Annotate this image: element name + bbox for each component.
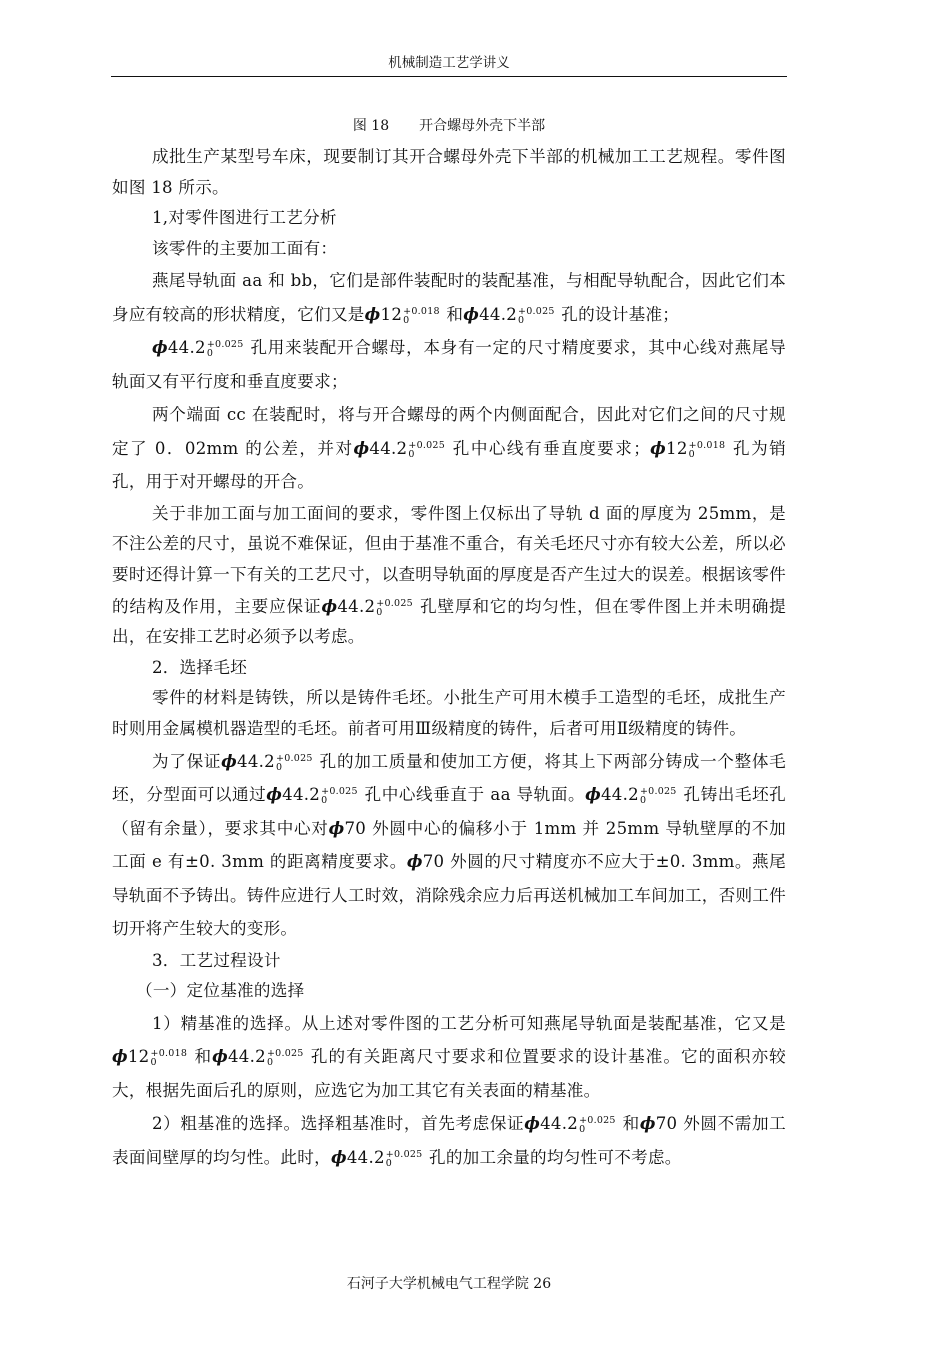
text: 该零件的主要加工面有： (152, 238, 338, 258)
text: 3．工艺过程设计 (152, 950, 281, 970)
footer-text: 石河子大学机械电气工程学院 26 (346, 1276, 552, 1292)
phi44-tolerance: ϕ44.2 +0.025 0 (330, 1146, 423, 1169)
text: 孔的加工质量和使加工方便，将其上下两部分铸成一个整体毛坯，分型面可以通过 (112, 751, 787, 805)
paragraph (112, 264, 786, 331)
paragraph (112, 142, 786, 203)
text: 孔的有关距离尺寸要求和位置要求的设计基准。它的面积亦较大，根据先面后孔的原则，应选它为加工其它有关表面的精基准。 (112, 1047, 786, 1100)
figure-caption (111, 116, 787, 136)
phi44-tolerance: ϕ44.2 +0.025 0 (221, 750, 313, 773)
text: 和 (194, 1047, 213, 1067)
text: 2）粗基准的选择。选择粗基准时，首先考虑保证 (152, 1114, 525, 1134)
text: 1）精基准的选择。从上述对零件图的工艺分析可知燕尾导轨面是装配基准，它又是 (152, 1013, 786, 1033)
phi12-tolerance: ϕ12 +0.018 0 (364, 303, 440, 326)
phi44-tolerance: ϕ44.2 +0.025 0 (152, 337, 244, 360)
paragraph (112, 745, 786, 946)
section-heading (112, 653, 786, 684)
document-body (112, 142, 786, 1174)
text: 外圆不需加工表面间壁厚的均匀性。此时， (112, 1114, 786, 1167)
page-footer (111, 1275, 787, 1293)
text: 孔的加工余量的均匀性可不考虑。 (429, 1147, 682, 1167)
section-heading (112, 976, 786, 1007)
paragraph (112, 398, 786, 499)
text: 关于非加工面与加工面间的要求，零件图上仅标出了导轨 d 面的厚度为 25mm，是不注公差的尺寸，虽说不难保证，但由于基准不重合，有关毛坯尺寸亦有较大公差，所以必要时还得计算一下有关的工艺尺寸，以查明导轨面的厚度是否产生过大的误差。根据该零件的结构及作用，主要应保证 (112, 503, 786, 616)
phi44-tolerance: ϕ44.2 +0.025 0 (353, 437, 446, 460)
text: 和 (446, 304, 464, 324)
page-header (111, 54, 787, 72)
phi70-dimension: ϕ70 (328, 817, 367, 838)
figure-title: 开合螺母外壳下半部 (419, 118, 546, 134)
paragraph (112, 1007, 786, 1108)
section-heading (112, 203, 786, 234)
paragraph (112, 1107, 786, 1174)
phi12-tolerance: ϕ12 +0.018 0 (112, 1046, 188, 1069)
paragraph (112, 331, 786, 398)
text: 燕尾导轨面 aa 和 bb，它们是部件装配时的装配基准，与相配导轨配合，因此它们本身应有较高的形状精度，它们又是 (112, 271, 786, 324)
header-title: 机械制造工艺学讲义 (388, 55, 510, 71)
text: 孔铸出毛坯孔（留有余量），要求其中心对 (112, 785, 786, 838)
text: 外圆中心的偏移小于 1mm 并 25mm 导轨壁厚的不加工面 e 有±0. 3mm 的距离精度要求。 (112, 818, 786, 872)
phi44-tolerance: ϕ44.2 +0.025 0 (212, 1046, 304, 1069)
text: 孔为销孔，用于对开螺母的开合。 (112, 438, 786, 492)
text: 零件的材料是铸铁，所以是铸件毛坯。小批生产可用木模手工造型的毛坯，成批生产时则用金属模机器造型的毛坯。前者可用Ⅲ级精度的铸件，后者可用Ⅱ级精度的铸件。 (112, 688, 786, 739)
phi44-tolerance: ϕ44.2 +0.025 0 (321, 595, 413, 618)
text: 和 (622, 1114, 640, 1134)
phi44-tolerance: ϕ44.2 +0.025 0 (266, 784, 358, 807)
text: 成批生产某型号车床，现要制订其开合螺母外壳下半部的机械加工工艺规程。零件图如图 18 所示。 (112, 147, 786, 197)
phi70-dimension: ϕ70 (406, 851, 445, 872)
phi12-tolerance: ϕ12 +0.018 0 (650, 437, 726, 460)
text: 孔中心线有垂直度要求； (452, 438, 651, 458)
paragraph (112, 683, 786, 744)
text: 孔的设计基准； (561, 304, 680, 324)
text: 孔壁厚和它的均匀性，但在零件图上并未明确提出，在安排工艺时必须予以考虑。 (112, 596, 787, 647)
text: 孔用来装配开合螺母，本身有一定的尺寸精度要求，其中心线对燕尾导轨面又有平行度和垂直度要求； (112, 338, 787, 391)
phi44-tolerance: ϕ44.2 +0.025 0 (524, 1113, 616, 1136)
phi70-dimension: ϕ70 (639, 1113, 678, 1134)
paragraph (112, 499, 786, 653)
section-heading (112, 946, 786, 977)
phi44-tolerance: ϕ44.2 +0.025 0 (585, 784, 677, 807)
header-rule (111, 76, 787, 77)
text: 1,对零件图进行工艺分析 (152, 208, 337, 228)
text: 孔中心线垂直于 aa 导轨面。 (364, 785, 586, 805)
paragraph (112, 234, 786, 265)
text: 两个端面 cc 在装配时，将与开合螺母的两个内侧面配合，因此对它们之间的尺寸规定了 0．02mm 的公差，并对 (112, 405, 786, 458)
text: 为了保证 (152, 751, 222, 771)
text: 外圆的尺寸精度亦不应大于±0. 3mm。燕尾导轨面不予铸出。铸件应进行人工时效，消除残余应力后再送机械加工车间加工，否则工件切开将产生较大的变形。 (112, 852, 786, 939)
figure-label: 图 18 (352, 118, 390, 134)
text: （一）定位基准的选择 (136, 981, 305, 1001)
text: 2．选择毛坯 (152, 657, 248, 677)
phi44-tolerance: ϕ44.2 +0.025 0 (463, 303, 555, 326)
